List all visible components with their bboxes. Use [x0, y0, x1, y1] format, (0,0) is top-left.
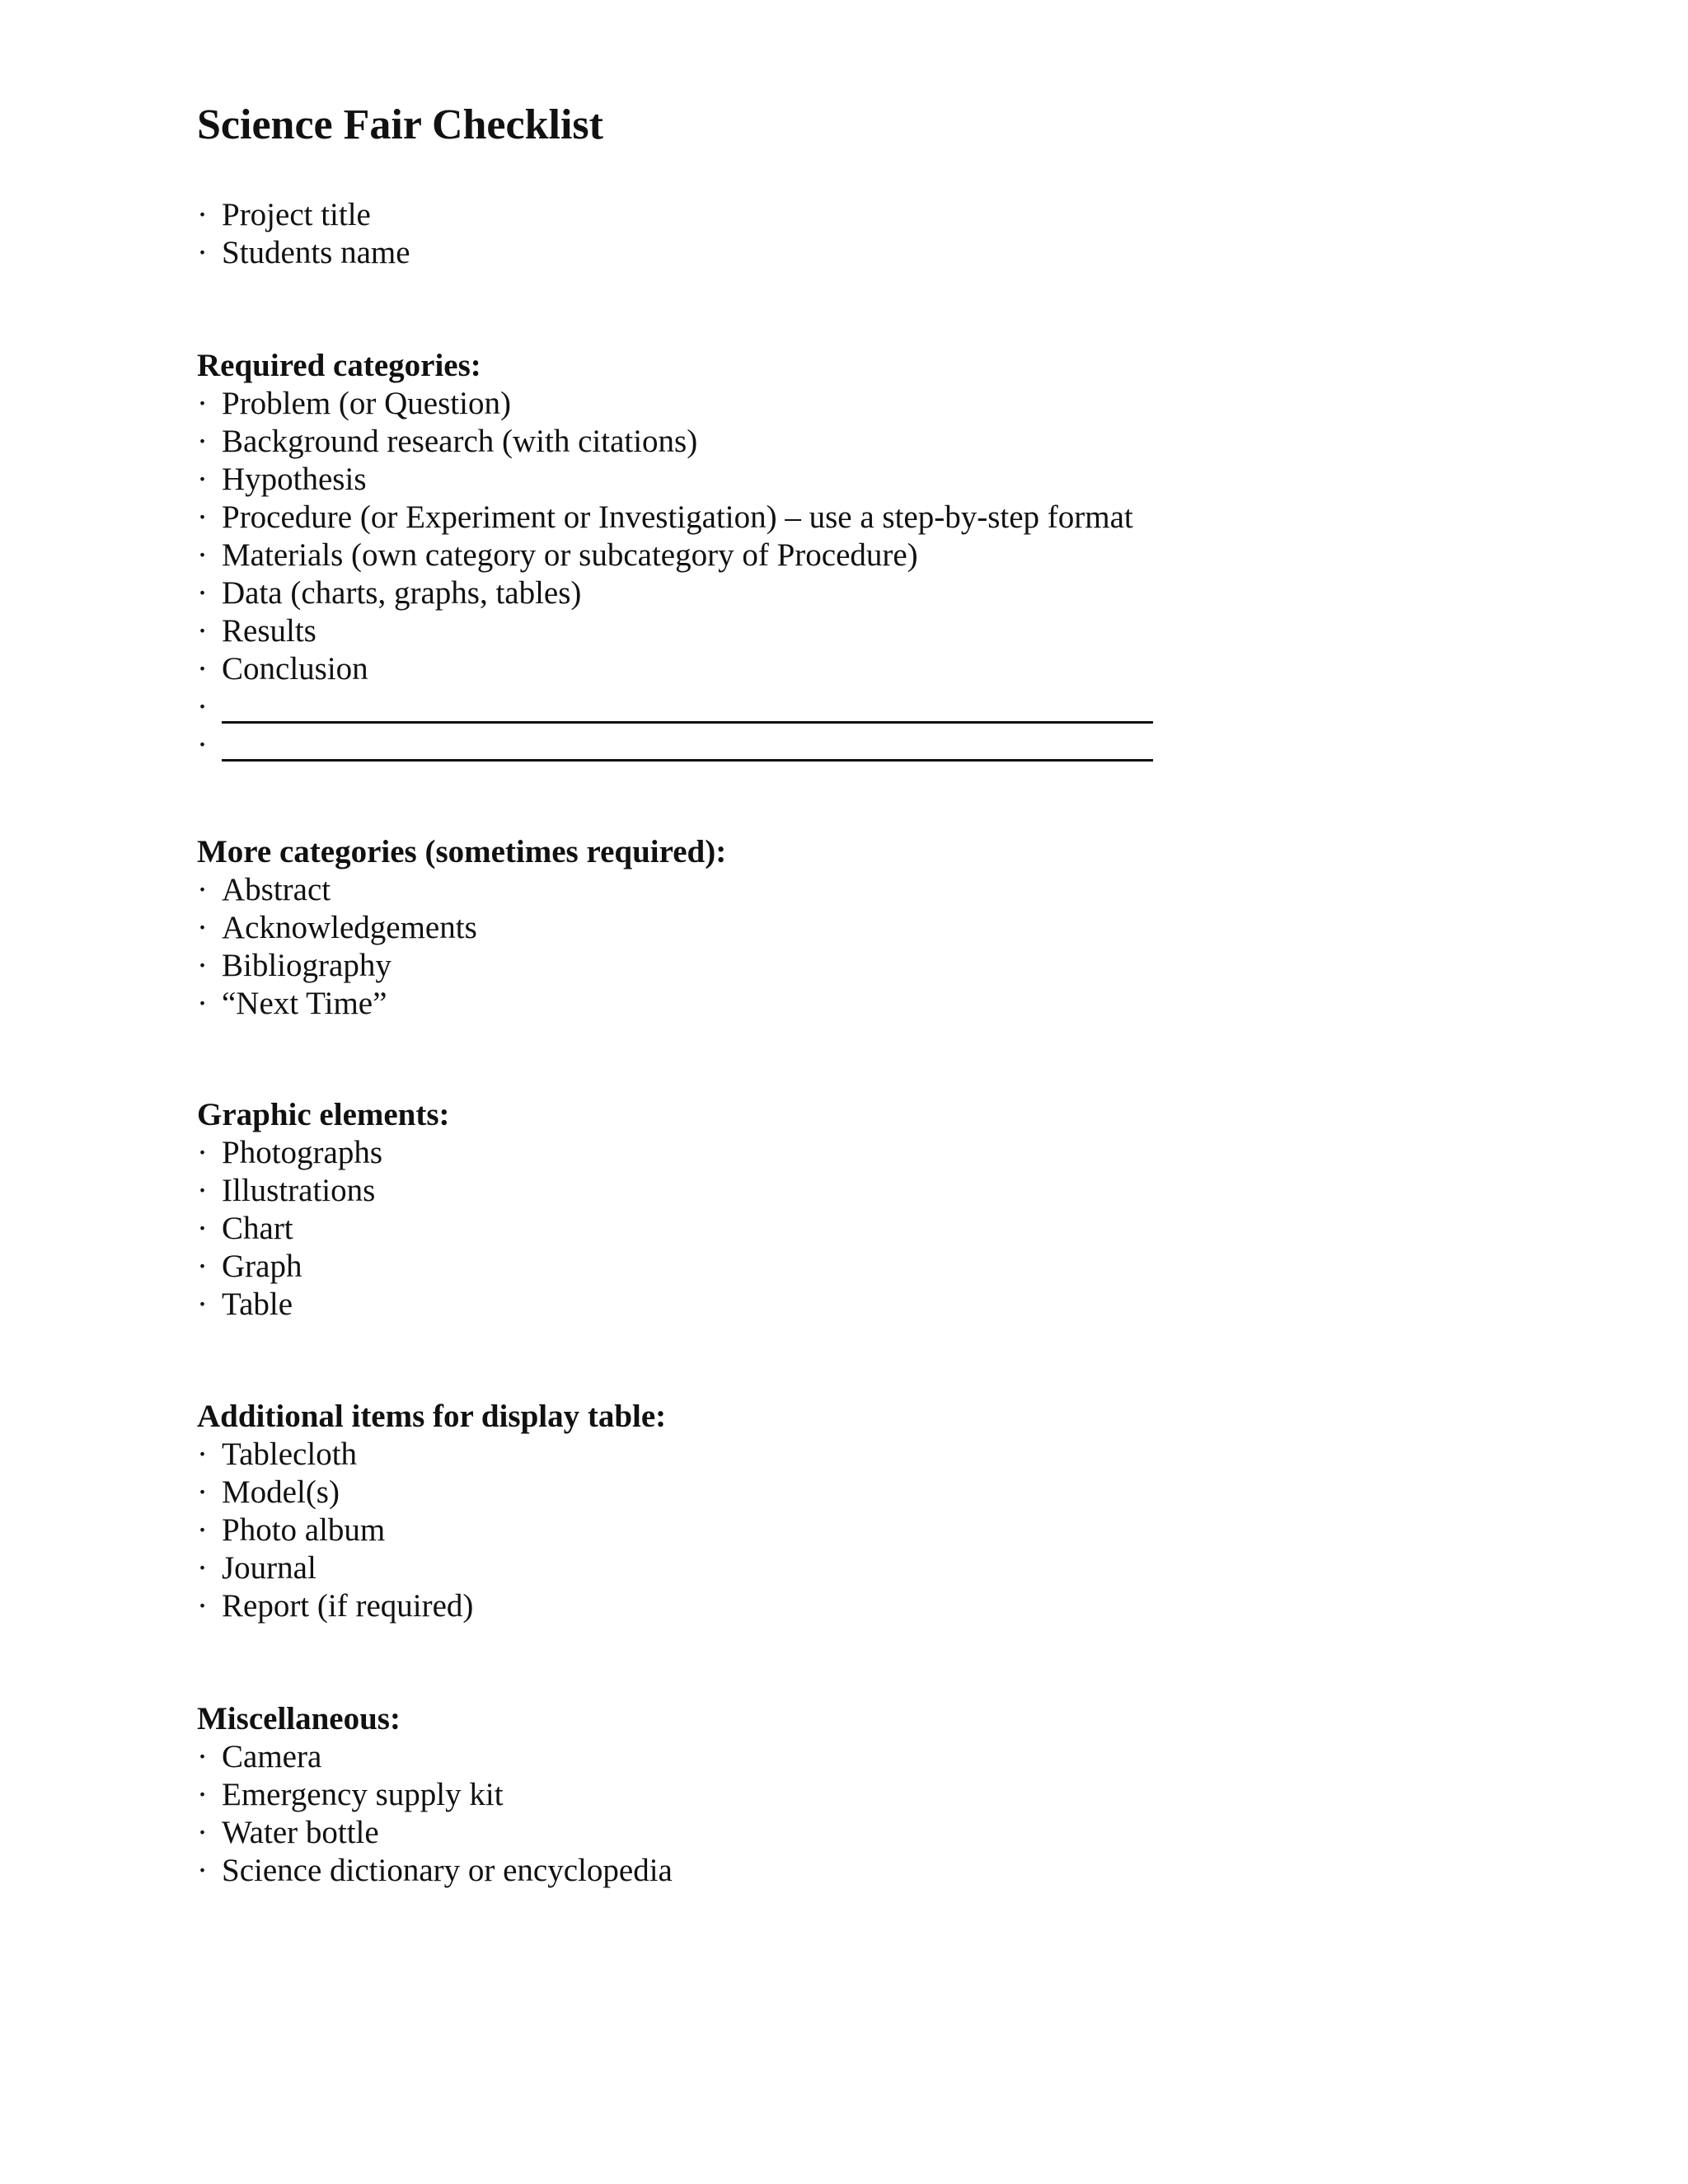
- fill-in-line: [222, 721, 1153, 724]
- bullet-icon: ·: [197, 424, 208, 459]
- list-item-text: Report (if required): [222, 1588, 474, 1624]
- list-item-text: “Next Time”: [222, 986, 387, 1021]
- section-heading: Additional items for display table:: [197, 1399, 667, 1434]
- list-item-text: Water bottle: [222, 1815, 379, 1850]
- graphic-list: [197, 1134, 1433, 1324]
- list-item-text: Camera: [222, 1739, 322, 1774]
- misc-list: [197, 1738, 1433, 1890]
- more-list: [197, 871, 1433, 1023]
- display-list: [197, 1436, 1433, 1625]
- list-item-text: Conclusion: [222, 651, 368, 687]
- intro-section: [197, 196, 1433, 272]
- list-item: [197, 1587, 1433, 1625]
- bullet-icon: ·: [197, 197, 208, 232]
- list-item-text: Photo album: [222, 1512, 386, 1548]
- list-item-text: Model(s): [222, 1474, 340, 1510]
- list-item: [197, 909, 1433, 947]
- list-item: [197, 1286, 1433, 1324]
- bullet-icon: ·: [197, 1512, 208, 1548]
- list-item-text: Illustrations: [222, 1173, 376, 1208]
- list-item: [197, 1549, 1433, 1587]
- bullet-icon: ·: [197, 499, 208, 535]
- list-item: [197, 234, 1433, 272]
- list-item-text: Hypothesis: [222, 462, 367, 497]
- list-item-text: Data (charts, graphs, tables): [222, 575, 582, 611]
- list-item: [197, 1248, 1433, 1286]
- bullet-icon: ·: [197, 986, 208, 1021]
- bullet-icon: ·: [197, 462, 208, 497]
- list-item-text: Graph: [222, 1249, 302, 1284]
- list-item-text: Background research (with citations): [222, 424, 698, 459]
- section-heading: Required categories:: [197, 348, 481, 383]
- bullet-icon: ·: [197, 386, 208, 421]
- section-heading: More categories (sometimes required):: [197, 834, 727, 869]
- list-item: [197, 574, 1433, 612]
- required-list: [197, 385, 1433, 764]
- display-section: [197, 1398, 1433, 1625]
- bullet-icon: ·: [197, 1474, 208, 1510]
- bullet-icon: ·: [197, 613, 208, 649]
- list-item: [197, 196, 1433, 234]
- bullet-icon: ·: [197, 1211, 208, 1246]
- list-item: [197, 1210, 1433, 1248]
- list-item-text: Abstract: [222, 872, 331, 907]
- list-item: [197, 1776, 1433, 1814]
- list-item: [197, 1852, 1433, 1890]
- bullet-icon: ·: [197, 1739, 208, 1774]
- bullet-icon: ·: [197, 1777, 208, 1812]
- section-heading: Miscellaneous:: [197, 1701, 401, 1736]
- required-section: [197, 347, 1433, 764]
- list-item: [197, 385, 1433, 423]
- list-item: [197, 1172, 1433, 1210]
- graphic-section: [197, 1096, 1433, 1324]
- fill-in-line: [222, 759, 1153, 762]
- list-item: [197, 1474, 1433, 1511]
- bullet-icon: ·: [197, 1286, 208, 1322]
- list-item: [197, 871, 1433, 909]
- list-item: [197, 461, 1433, 499]
- list-item: [197, 947, 1433, 985]
- bullet-icon: ·: [197, 575, 208, 611]
- bullet-icon: ·: [197, 1249, 208, 1284]
- list-item-text: Bibliography: [222, 948, 392, 983]
- list-item-text: Chart: [222, 1211, 293, 1246]
- bullet-icon: ·: [197, 1853, 208, 1888]
- list-item-text: Problem (or Question): [222, 386, 511, 421]
- list-item-text: Results: [222, 613, 316, 649]
- list-item: [197, 612, 1433, 650]
- list-item: [197, 1134, 1433, 1172]
- list-item: [197, 985, 1433, 1023]
- bullet-icon: ·: [197, 948, 208, 983]
- list-item-text: Materials (own category or subcategory of Procedure): [222, 537, 918, 573]
- list-item-text: Procedure (or Experiment or Investigation) – use a step-by-step format: [222, 499, 1133, 535]
- bullet-icon: ·: [197, 1135, 208, 1170]
- bullet-icon: ·: [197, 235, 208, 270]
- list-item-text: Science dictionary or encyclopedia: [222, 1853, 673, 1888]
- list-item-text: Journal: [222, 1550, 316, 1586]
- list-item-text: Project title: [222, 197, 371, 232]
- list-item-text: Acknowledgements: [222, 910, 477, 945]
- list-item-text: Emergency supply kit: [222, 1777, 504, 1812]
- bullet-icon: ·: [197, 1550, 208, 1586]
- bullet-icon: ·: [197, 727, 208, 762]
- list-item: [197, 499, 1433, 537]
- blank-list-item: [197, 688, 1433, 726]
- page-title: Science Fair Checklist: [197, 101, 603, 148]
- bullet-icon: ·: [197, 651, 208, 687]
- list-item: [197, 423, 1433, 461]
- list-item: [197, 1738, 1433, 1776]
- list-item: [197, 537, 1433, 574]
- bullet-icon: ·: [197, 1815, 208, 1850]
- list-item-text: Tablecloth: [222, 1436, 358, 1472]
- bullet-icon: ·: [197, 910, 208, 945]
- bullet-icon: ·: [197, 872, 208, 907]
- section-heading: Graphic elements:: [197, 1097, 450, 1132]
- bullet-icon: ·: [197, 689, 208, 724]
- list-item-text: Students name: [222, 235, 410, 270]
- bullet-icon: ·: [197, 1588, 208, 1624]
- bullet-icon: ·: [197, 537, 208, 573]
- misc-section: [197, 1700, 1433, 1890]
- bullet-icon: ·: [197, 1436, 208, 1472]
- list-item: [197, 1436, 1433, 1474]
- blank-list-item: [197, 726, 1433, 764]
- list-item: [197, 1814, 1433, 1852]
- intro-list: [197, 196, 1433, 272]
- list-item: [197, 650, 1433, 688]
- list-item: [197, 1511, 1433, 1549]
- bullet-icon: ·: [197, 1173, 208, 1208]
- list-item-text: Photographs: [222, 1135, 382, 1170]
- list-item-text: Table: [222, 1286, 293, 1322]
- more-section: [197, 833, 1433, 1023]
